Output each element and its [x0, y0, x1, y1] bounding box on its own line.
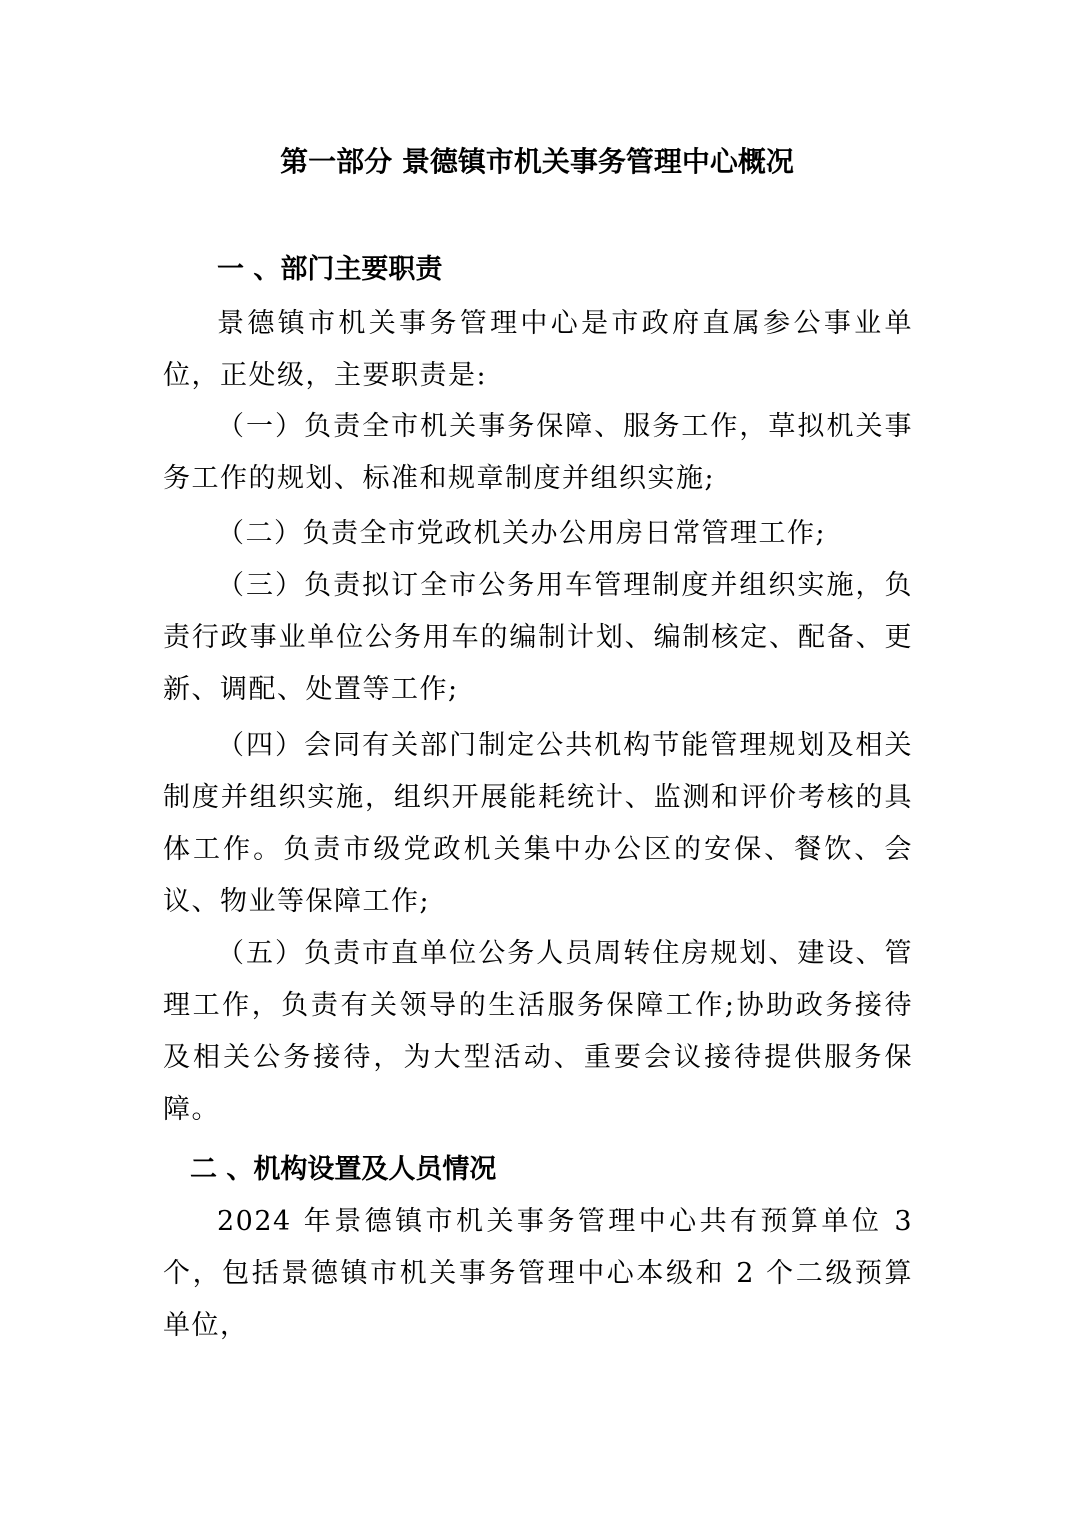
section-heading-organization: 二 、机构设置及人员情况 — [190, 1154, 497, 1185]
paragraph-duty-1: （一）负责全市机关事务保障、服务工作，草拟机关事务工作的规划、标准和规章制度并组织实施; — [163, 411, 913, 494]
section-heading-duties: 一 、部门主要职责 — [217, 254, 443, 285]
paragraph-duty-3: （三）负责拟订全市公务用车管理制度并组织实施，负责行政事业单位公务用车的编制计划、编制核定、配备、更新、调配、处置等工作; — [163, 570, 913, 705]
page-title: 第一部分 景德镇市机关事务管理中心概况 — [280, 145, 794, 178]
paragraph-duty-2: （二）负责全市党政机关办公用房日常管理工作; — [217, 518, 827, 549]
paragraph-duty-4: （四）会同有关部门制定公共机构节能管理规划及相关制度并组织实施，组织开展能耗统计、监测和评价考核的具体工作。负责市级党政机关集中办公区的安保、餐饮、会议、物业等保障工作; — [163, 730, 913, 917]
paragraph-intro: 景德镇市机关事务管理中心是市政府直属参公事业单位，正处级，主要职责是: — [163, 308, 913, 391]
paragraph-organization: 2024 年景德镇市机关事务管理中心共有预算单位 3 个，包括景德镇市机关事务管理中心本级和 2 个二级预算单位， — [163, 1206, 913, 1341]
paragraph-duty-5: （五）负责市直单位公务人员周转住房规划、建设、管理工作，负责有关领导的生活服务保障工作;协助政务接待及相关公务接待，为大型活动、重要会议接待提供服务保障。 — [163, 938, 913, 1125]
